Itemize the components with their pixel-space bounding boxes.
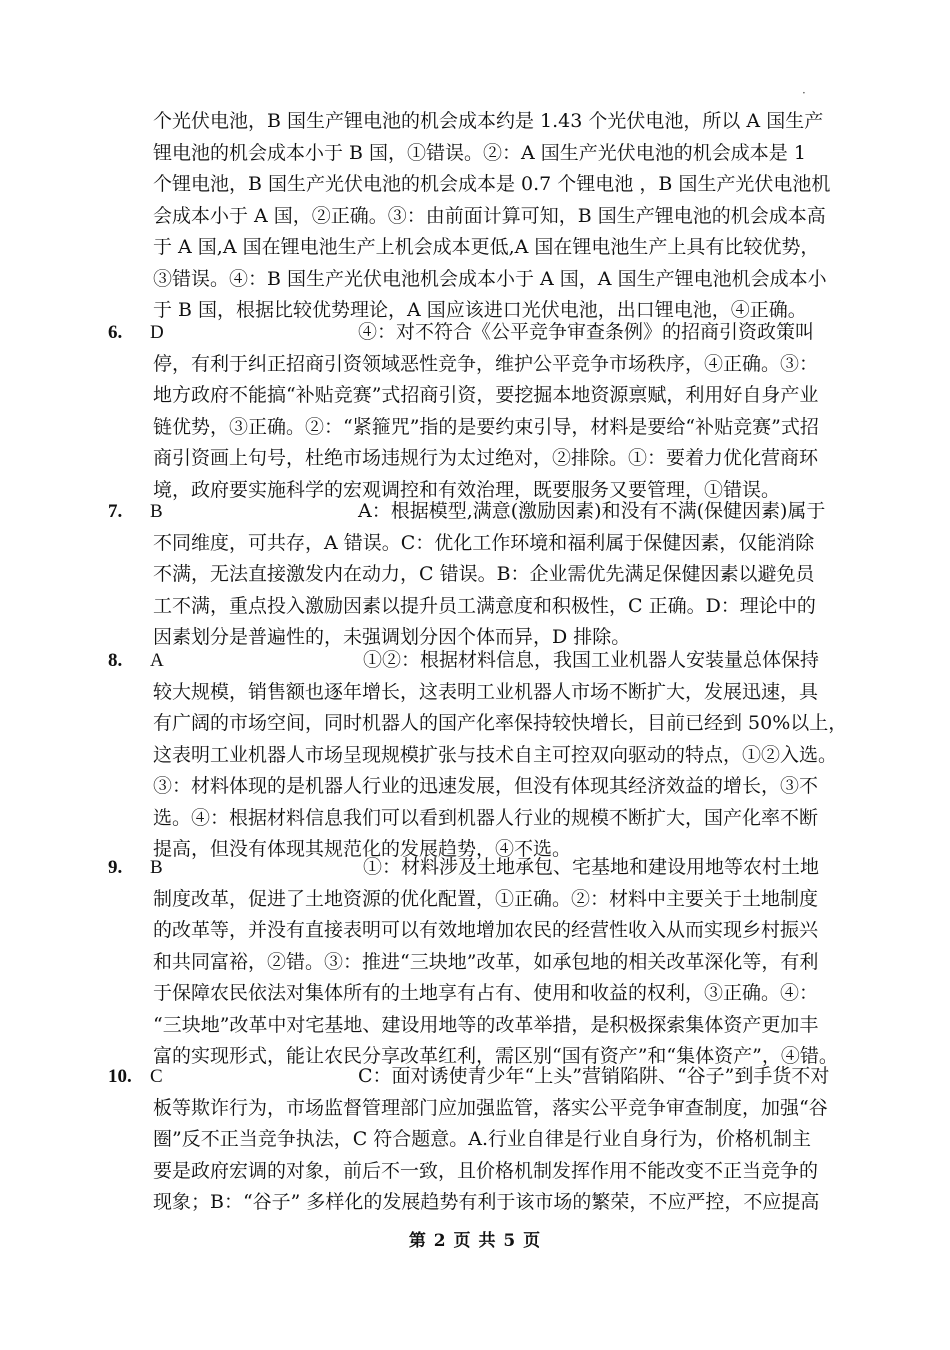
text-line: ③：材料体现的是机器人行业的迅速发展，但没有体现其经济效益的增长，③不 [153,775,819,797]
item-explanation [153,349,853,507]
text-line: 链优势，③正确。②：“紧箍咒”指的是要约束引导，材料是要给“补贴竞赛”式招 [153,415,819,438]
text-line: 因素划分是普遍性的，未强调划分因个体而异，D 排除。 [153,626,631,648]
item-answer: B [150,857,163,878]
text-line: 不同维度，可共存，A 错误。C：优化工作环境和福利属于保健因素，仅能消除 [153,531,815,554]
page-mark: · [802,86,806,100]
page-footer: 第 2 页 共 5 页 [408,1231,542,1251]
text-line: 锂电池的机会成本小于 B 国，①错误。②：A 国生产光伏电池的机会成本是 1 [153,141,806,164]
text-line: 选。④：根据材料信息我们可以看到机器人行业的规模不断扩大，国产化率不断 [153,806,819,829]
text-line: 个光伏电池，B 国生产锂电池的机会成本约是 1.43 个光伏电池，所以 A 国生产 [153,110,824,132]
text-line: 个锂电池，B 国生产光伏电池的机会成本是 0.7 个锂电池 ，B 国生产光伏电池机 [153,173,831,195]
text-line: 有广阔的市场空间，同时机器人的国产化率保持较快增长，目前已经到 50%以上， [153,712,848,734]
item-number: 8. [108,650,123,671]
item-explanation [153,884,853,1073]
text-line: 不满，无法直接激发内在动力，C 错误。B：企业需优先满足保健因素以避免员 [153,563,815,585]
item-answer: C [150,1066,163,1087]
text-line: 板等欺诈行为，市场监督管理部门应加强监管，落实公平竞争审查制度，加强“谷 [153,1096,828,1119]
item-explanation [153,677,853,866]
item-first-line: ④：对不符合《公平竞争审查条例》的招商引资政策叫 [358,321,815,343]
text-line: 和共同富裕，②错。③：推进“三块地”改革，如承包地的相关改革深化等，有利 [153,950,819,973]
item-number: 10. [108,1066,132,1087]
text-line: 于 A 国,A 国在锂电池生产上机会成本更低,A 国在锂电池生产上具有比较优势， [153,236,820,258]
item-explanation [153,1093,853,1219]
text-line: 富的实现形式，能让农民分享改革红利，需区别“国有资产”和“集体资产”，④错。 [153,1045,838,1067]
text-line: 商引资画上句号，杜绝市场违规行为太过绝对，②排除。①：要着力优化营商环 [153,447,819,469]
text-line: 于 B 国，根据比较优势理论，A 国应该进口光伏电池，出口锂电池，④正确。 [153,299,807,321]
item-answer: B [150,501,163,522]
text-line: 要是政府宏调的对象，前后不一致，且价格机制发挥作用不能改变不正当竞争的 [153,1159,819,1182]
text-line: 于保障农民依法对集体所有的土地享有占有、使用和收益的权利，③正确。④： [153,982,819,1004]
text-line: “三块地”改革中对宅基地、建设用地等的改革举措，是积极探索集体资产更加丰 [153,1013,819,1036]
item-answer: D [150,322,164,343]
item-answer: A [150,650,164,671]
text-line: ③错误。④：B 国生产光伏电池机会成本小于 A 国，A 国生产锂电池机会成本小 [153,267,827,290]
item-first-line: A：根据模型,满意(激励因素)和没有不满(保健因素)属于 [358,500,826,522]
text-line: 工不满，重点投入激励因素以提升员工满意度和积极性，C 正确。D：理论中的 [153,594,816,617]
text-line: 地方政府不能搞“补贴竞赛”式招商引资，要挖掘本地资源禀赋，利用好自身产业 [153,384,819,406]
item-first-line: ①②：根据材料信息，我国工业机器人安装量总体保持 [363,649,820,671]
text-line: 停，有利于纠正招商引资领域恶性竞争，维护公平竞争市场秩序，④正确。③： [153,352,819,375]
text-line: 的改革等，并没有直接表明可以有效地增加农民的经营性收入从而实现乡村振兴 [153,919,819,941]
lead-paragraph [153,106,843,327]
text-line: 较大规模，销售额也逐年增长，这表明工业机器人市场不断扩大，发展迅速，具 [153,680,819,703]
item-number: 9. [108,857,123,878]
item-first-line: C：面对诱使青少年“上头”营销陷阱、“谷子”到手货不对 [358,1065,830,1087]
item-explanation [153,528,853,654]
text-line: 圈”反不正当竞争执法，C 符合题意。A.行业自律是行业自身行为，价格机制主 [153,1128,812,1150]
text-line: 制度改革，促进了土地资源的优化配置，①正确。②：材料中主要关于土地制度 [153,887,819,910]
text-line: 现象；B：“谷子” 多样化的发展趋势有利于该市场的繁荣，不应严控，不应提高 [153,1191,820,1213]
text-line: 境，政府要实施科学的宏观调控和有效治理，既要服务又要管理，①错误。 [153,478,781,501]
text-line: 会成本小于 A 国，②正确。③：由前面计算可知，B 国生产锂电池的机会成本高 [153,204,826,227]
text-line: 这表明工业机器人市场呈现规模扩张与技术自主可控双向驱动的特点，①②入选。 [153,743,838,766]
item-first-line: ①：材料涉及土地承包、宅基地和建设用地等农村土地 [363,856,820,878]
text-line: 提高，但没有体现其规范化的发展趋势，④不选。 [153,838,572,860]
item-number: 7. [108,501,123,522]
item-number: 6. [108,322,123,343]
